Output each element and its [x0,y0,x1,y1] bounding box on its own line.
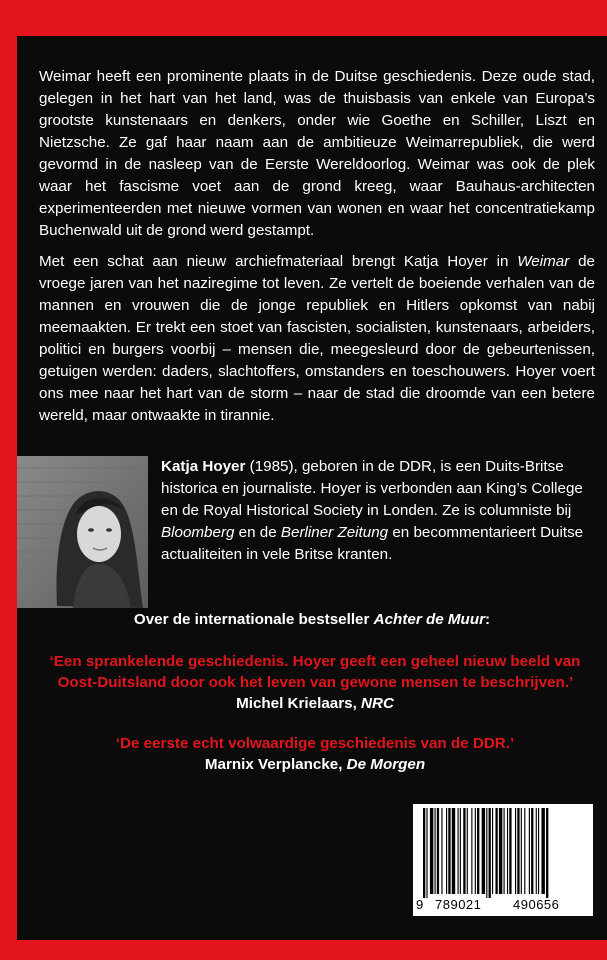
author-name: Katja Hoyer [161,458,246,475]
quote-1-publication: NRC [361,695,394,712]
description-paragraph-2 [39,251,595,427]
barcode-bar [507,808,508,894]
bio-publication-2: Berliner Zeitung [280,524,389,541]
barcode-bar [467,808,468,894]
bio-text-3: en becommentarieert Duitse actualiteiten in vele Britse kranten. [161,524,584,563]
barcode-bar [492,808,493,894]
barcode-bar [437,808,439,894]
barcode-bar [521,808,522,894]
isbn-first-digit: 9 [416,897,424,912]
praise-quote-2 [37,733,593,775]
praise-quote-1 [37,651,593,714]
barcode-bar [446,808,447,894]
previous-book-title: Achter de Muur [373,611,486,628]
quote-1-text: ‘Een sprankelende geschiedenis. Hoyer geeft een geheel nieuw beeld van Oost-Duitsland door ook het leven van gewone mensen te beschrijven.’ [49,653,581,691]
barcode-bar [460,808,461,894]
barcode-bar [509,808,511,894]
quote-2-source: Marnix Verplancke, [204,756,347,773]
author-bio [161,456,591,566]
bio-text-1: (1985), geboren in de DDR, is een Duits-Britse historica en journaliste. Hoyer is verbonden aan King’s College en de Royal Historical Society in Londen. Ze is columniste bij [161,458,583,519]
paragraph-2-body: de vroege jaren van het naziregime tot leven. Ze vertelt de boeiende verhalen van de mannen en vrouwen die de jonge republiek en Hitlers opkomst van nabij meemaakten. Er trekt een stoet van fascisten, socialisten, kunstenaars, arbeiders, politici en burgers voorbij – mensen die, meegesleurd door de gebeurtenissen, getuigen werden: daders, slachtoffers, omstanders en toeschouwers. Hoyer voert ons mee naar het hart van de storm – naar de stad die droomde van een betere wereld, maar ontwaakte in tirannie. [39,253,595,424]
barcode-bar [541,808,544,894]
barcode-bar [546,808,548,898]
isbn-barcode [413,804,593,916]
quote-2-text: ‘De eerste echt volwaardige geschiedenis van de DDR.’ [115,735,515,752]
barcode-bar [486,808,487,898]
paragraph-2-intro: Met een schat aan nieuw archiefmateriaal brengt Katja Hoyer in [39,253,518,270]
barcode-bar [499,808,502,894]
barcode-bar [489,808,491,898]
barcode-bar [504,808,505,894]
barcode-bar [458,808,459,894]
barcode-bar [524,808,525,894]
barcode-bar [448,808,450,894]
barcode-bar [423,808,425,898]
bio-publication-1: Bloomberg [161,524,235,541]
quote-2-publication: De Morgen [346,756,426,773]
barcode-bar [482,808,485,894]
bio-text-2: en de [234,524,281,541]
book-title-inline: Weimar [517,253,570,270]
isbn-group-2: 490656 [513,897,560,912]
isbn-group-1: 789021 [435,897,482,912]
barcode-bar [531,808,533,894]
praise-heading [17,611,607,628]
barcode-bar [536,808,537,894]
barcode-bar [426,808,427,898]
barcode-bar [538,808,539,894]
author-photo [17,456,148,608]
barcode-bar [517,808,519,894]
barcode-bar [495,808,497,894]
text-panel [17,36,607,940]
barcode-bar [430,808,433,894]
barcode-bar [452,808,455,894]
barcode-bar [529,808,530,894]
barcode-bar [435,808,436,894]
praise-heading-colon: : [485,611,491,628]
barcode-bar [477,808,479,894]
praise-heading-text: Over de internationale bestseller [133,611,374,628]
barcode-bar [441,808,442,894]
barcode-bars [413,804,593,898]
barcode-bar [471,808,472,894]
description-paragraph-1: Weimar heeft een prominente plaats in de Duitse geschiedenis. Deze oude stad, gelegen in het hart van het land, was de thuisbasis van enkele van Europa’s grootste kunstenaars en denkers, onder wie Goethe en Schiller, Liszt en Nietzsche. Ze gaf haar naam aan de ambitieuze Weimarrepubliek, die werd gevormd in de nasleep van de Eerste Wereldoorlog. Weimar was ook de plek waar het fascisme voet aan de grond kreeg, waar Bauhaus-architecten experimenteerden met nieuwe vormen van wonen en waar het concentratiekamp Buchenwald uit de grond werd gestampt. [39,68,595,239]
quote-1-source: Michel Krielaars, [236,695,362,712]
barcode-bar [475,808,476,894]
barcode-bar [515,808,516,894]
barcode-bar [463,808,465,894]
author-portrait-image [17,456,148,608]
